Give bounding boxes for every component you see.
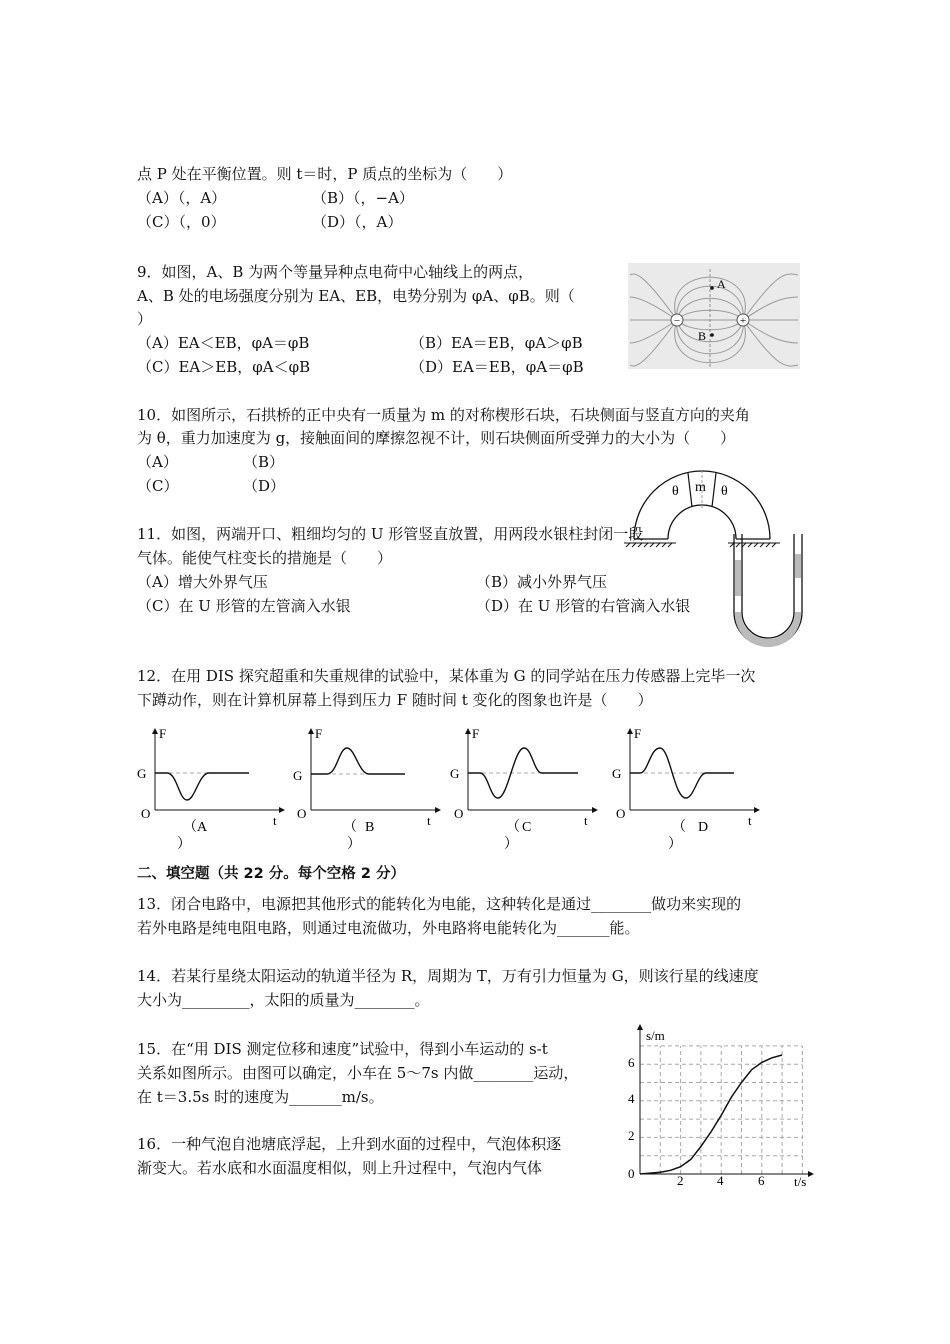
q14-line1: 14．若某行星绕太阳运动的轨道半径为 R，周期为 T，万有引力恒量为 G，则该行星的线速度	[137, 967, 759, 985]
graph-option-label: C	[522, 820, 532, 835]
q10-line2: 为 θ，重力加速度为 g，接触面间的摩擦忽视不计，则石块侧面所受弹力的大小为（ ）	[137, 429, 736, 447]
graph-option-label: A	[197, 820, 208, 835]
x-axis-label: t	[427, 813, 431, 828]
negative-charge: −	[673, 315, 681, 327]
option-a: （A）（，A）	[137, 189, 227, 207]
section-title: 二、填空题（共 22 分。每个空格 2 分）	[137, 866, 405, 882]
origin-label: O	[141, 806, 151, 821]
force-graph-c	[450, 722, 600, 852]
q16-line2: 渐变大。若水底和水面温度相似，则上升过程中，气泡内气体	[137, 1159, 543, 1177]
y-axis-label: F	[472, 726, 480, 741]
theta-left: θ	[672, 484, 679, 499]
x-axis-label: t	[748, 813, 752, 828]
y-tick-label: 6	[628, 1055, 635, 1070]
q10-option-d: （D）	[243, 477, 286, 495]
x-tick-label: 6	[758, 1173, 765, 1188]
option-paren-open: （	[343, 820, 357, 835]
origin-label: O	[616, 806, 626, 821]
q11-option-d: （D）在 U 形管的右管滴入水银	[476, 597, 691, 615]
q10-option-b: （B）	[243, 453, 285, 471]
force-graph-a	[137, 722, 287, 852]
q16-line1: 16．一种气泡自池塘底浮起，上升到水面的过程中，气泡体积逐	[137, 1135, 562, 1153]
option-paren-close: ）	[504, 837, 518, 852]
point-a-label: A	[717, 277, 726, 291]
y-tick-label: 2	[628, 1128, 635, 1143]
q13-line1: 13．闭合电路中，电源把其他形式的能转化为电能，这种转化是通过________做功来实现的	[137, 895, 742, 913]
y-axis-label: F	[159, 726, 167, 741]
origin-label: O	[297, 806, 307, 821]
q13-line2: 若外电路是纯电阻电路，则通过电流做功，外电路将电能转化为_______能。	[137, 919, 640, 937]
q12-line1: 12．在用 DIS 探究超重和失重规律的试验中，某体重为 G 的同学站在压力传感器上完毕一次	[137, 667, 756, 685]
option-paren-close: ）	[347, 837, 361, 852]
x-tick-label: 2	[677, 1173, 684, 1188]
x-axis-label: t/s	[794, 1174, 807, 1189]
force-graph-b	[293, 722, 443, 852]
g-label: G	[137, 766, 147, 781]
q9-option-d: （D）EA＝EB，φA＝φB	[410, 358, 584, 376]
q11-option-c: （C）在 U 形管的左管滴入水银	[137, 597, 351, 615]
q11-line1: 11．如图，两端开口、粗细均匀的 U 形管竖直放置，用两段水银柱封闭一段	[137, 525, 644, 543]
q9-line2: A、B 处的电场强度分别为 EA、EB，电势分别为 φA、φB。则（	[137, 287, 575, 305]
q9-line1: 9．如图，A、B 为两个等量异种点电荷中心轴线上的两点，	[137, 263, 534, 281]
st-chart	[620, 1020, 820, 1192]
x-axis-label: t	[273, 813, 277, 828]
option-paren-close: ）	[668, 837, 682, 852]
q9-line3: ）	[137, 310, 153, 328]
g-label: G	[612, 766, 622, 781]
q15-line1: 15．在“用 DIS 测定位移和速度”试验中，得到小车运动的 s-t	[137, 1040, 548, 1058]
y-axis-label: F	[634, 726, 642, 741]
q15-line2: 关系如图所示。由图可以确定，小车在 5～7s 内做________运动，	[137, 1064, 579, 1082]
q10-option-a: （A）	[137, 453, 178, 471]
q11-line2: 气体。能使气柱变长的措施是（ ）	[137, 549, 393, 567]
x-tick-label: 4	[717, 1173, 724, 1188]
mass-label: m	[695, 480, 706, 495]
x-axis-label: t	[584, 813, 588, 828]
y-axis-label: F	[315, 726, 323, 741]
u-tube-figure	[730, 532, 802, 648]
force-graph-d	[612, 722, 762, 852]
q9-option-c: （C）EA＞EB，φA＜φB	[137, 358, 311, 376]
graph-option-label: D	[698, 820, 709, 835]
g-label: G	[293, 768, 303, 783]
q9-option-b: （B）EA＝EB，φA＞φB	[410, 334, 583, 352]
q11-option-b: （B）减小外界气压	[476, 573, 608, 591]
option-paren-open: （	[672, 820, 686, 835]
q10-line1: 10．如图所示，石拱桥的正中央有一质量为 m 的对称楔形石块，石块侧面与竖直方向的夹角	[137, 406, 750, 424]
theta-right: θ	[721, 484, 728, 499]
option-paren-open: （	[183, 820, 197, 835]
option-b: （B）（，−A）	[312, 189, 414, 207]
electric-field-figure	[628, 263, 800, 369]
y-tick-label: 0	[628, 1166, 635, 1181]
option-paren-close: ）	[177, 837, 191, 852]
q15-line3: 在 t＝3.5s 时的速度为_______m/s。	[137, 1088, 384, 1106]
q9-option-a: （A）EA＜EB，φA＝φB	[137, 334, 310, 352]
point-b-label: B	[698, 329, 707, 343]
option-d: （D）（，A）	[312, 213, 403, 231]
g-label: G	[450, 766, 460, 781]
positive-charge: +	[739, 315, 747, 327]
q14-line2: 大小为_________，太阳的质量为________。	[137, 991, 430, 1009]
graph-option-label: B	[365, 820, 375, 835]
q11-option-a: （A）增大外界气压	[137, 573, 268, 591]
y-tick-label: 4	[628, 1091, 635, 1106]
origin-label: O	[454, 806, 464, 821]
question-stem: 点 P 处在平衡位置。则 t＝时，P 质点的坐标为（ ）	[137, 165, 513, 183]
y-axis-label: s/m	[646, 1028, 665, 1043]
option-c: （C）（，0）	[137, 213, 226, 231]
option-paren-open: （	[506, 820, 520, 835]
q10-option-c: （C）	[137, 477, 179, 495]
q12-line2: 下蹲动作，则在计算机屏幕上得到压力 F 随时间 t 变化的图象也许是（ ）	[137, 691, 653, 709]
